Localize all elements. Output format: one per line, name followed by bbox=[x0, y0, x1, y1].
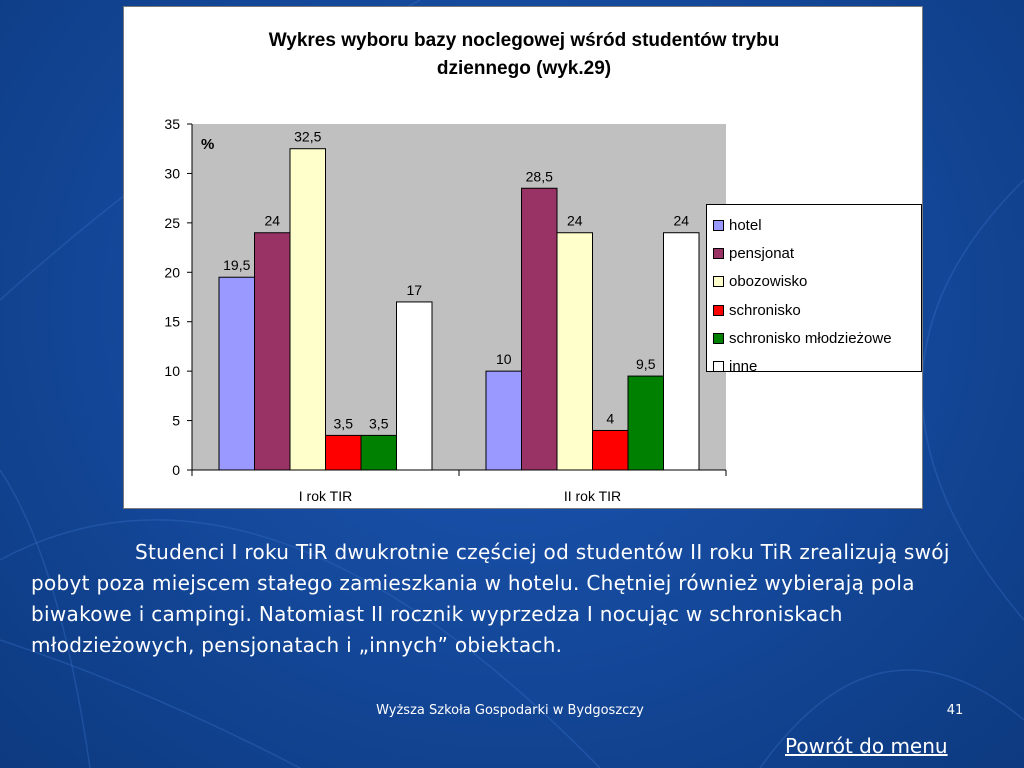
bar-schronisko bbox=[593, 430, 629, 470]
footer-school-name: Wyższa Szkoła Gospodarki w Bydgoszczy bbox=[376, 703, 644, 718]
legend-label: schronisko młodzieżowe bbox=[729, 329, 892, 347]
y-tick-label: 35 bbox=[164, 116, 180, 132]
legend-swatch bbox=[713, 361, 724, 372]
y-axis-label: % bbox=[201, 136, 215, 153]
bar-inne bbox=[397, 302, 433, 470]
data-label: 32,5 bbox=[294, 128, 322, 145]
chart-title: Wykres wyboru bazy noclegowej wśród studentów trybu dziennego (wyk.29) bbox=[268, 30, 780, 79]
legend-swatch bbox=[713, 333, 724, 344]
bar-obozowisko bbox=[557, 233, 593, 470]
legend-label: schronisko bbox=[729, 301, 801, 319]
data-label: 17 bbox=[406, 281, 423, 298]
y-tick-label: 0 bbox=[172, 462, 180, 478]
legend-label: hotel bbox=[729, 216, 762, 234]
x-tick-label: II rok TIR bbox=[563, 488, 622, 504]
data-label: 3,5 bbox=[369, 415, 389, 432]
x-tick-label: I rok TIR bbox=[298, 488, 353, 504]
bar-pensjonat bbox=[522, 188, 558, 470]
data-label: 3,5 bbox=[333, 415, 353, 432]
legend-item bbox=[713, 268, 921, 296]
legend-swatch bbox=[713, 248, 724, 259]
bar-hotel bbox=[486, 371, 522, 470]
y-tick-label: 25 bbox=[164, 214, 180, 231]
page-number: 41 bbox=[946, 703, 964, 718]
legend-label: pensjonat bbox=[729, 244, 795, 262]
bar-obozowisko bbox=[290, 149, 326, 470]
y-tick-label: 20 bbox=[164, 264, 180, 281]
data-label: 4 bbox=[606, 410, 615, 427]
y-tick-label: 30 bbox=[164, 165, 180, 182]
legend-swatch bbox=[713, 305, 724, 316]
data-label: 24 bbox=[673, 212, 690, 229]
legend-item bbox=[713, 239, 921, 267]
y-tick-label: 5 bbox=[172, 412, 180, 429]
legend-item bbox=[713, 352, 921, 380]
legend-item bbox=[713, 324, 921, 352]
data-label: 24 bbox=[566, 212, 583, 229]
bar-pensjonat bbox=[255, 233, 291, 470]
bar-schronisko-młodzieżowe bbox=[628, 376, 664, 470]
data-label: 9,5 bbox=[636, 356, 656, 373]
back-to-menu-link[interactable]: Powrót do menu bbox=[785, 734, 948, 758]
chart-panel bbox=[123, 6, 923, 509]
bar-schronisko-młodzieżowe bbox=[361, 435, 397, 470]
bar-hotel bbox=[219, 277, 255, 470]
y-tick-label: 15 bbox=[164, 313, 180, 330]
bar-inne bbox=[664, 233, 700, 470]
legend-label: inne bbox=[729, 358, 758, 376]
legend-swatch bbox=[713, 220, 724, 231]
data-label: 10 bbox=[495, 351, 512, 368]
legend-item bbox=[713, 296, 921, 324]
data-label: 19,5 bbox=[223, 257, 251, 274]
bar-schronisko bbox=[326, 435, 362, 470]
legend-item bbox=[713, 211, 921, 239]
legend-label: obozowisko bbox=[729, 273, 808, 291]
data-label: 24 bbox=[264, 212, 281, 229]
y-tick-label: 10 bbox=[164, 363, 180, 380]
legend-swatch bbox=[713, 276, 724, 287]
description-paragraph: Studenci I roku TiR dwukrotnie częściej od studentów II roku TiR zrealizują swój pobyt poza miejscem stałego zamieszkania w hotelu. Chętniej również wybierają pola biwakowe i campingi. Natomiast II rocznik wyprzedza I nocując w schroniskach młodzieżowych, pensjonatach i „innych” obiektach. bbox=[31, 540, 950, 657]
chart-legend bbox=[706, 204, 922, 376]
data-label: 28,5 bbox=[525, 168, 553, 185]
